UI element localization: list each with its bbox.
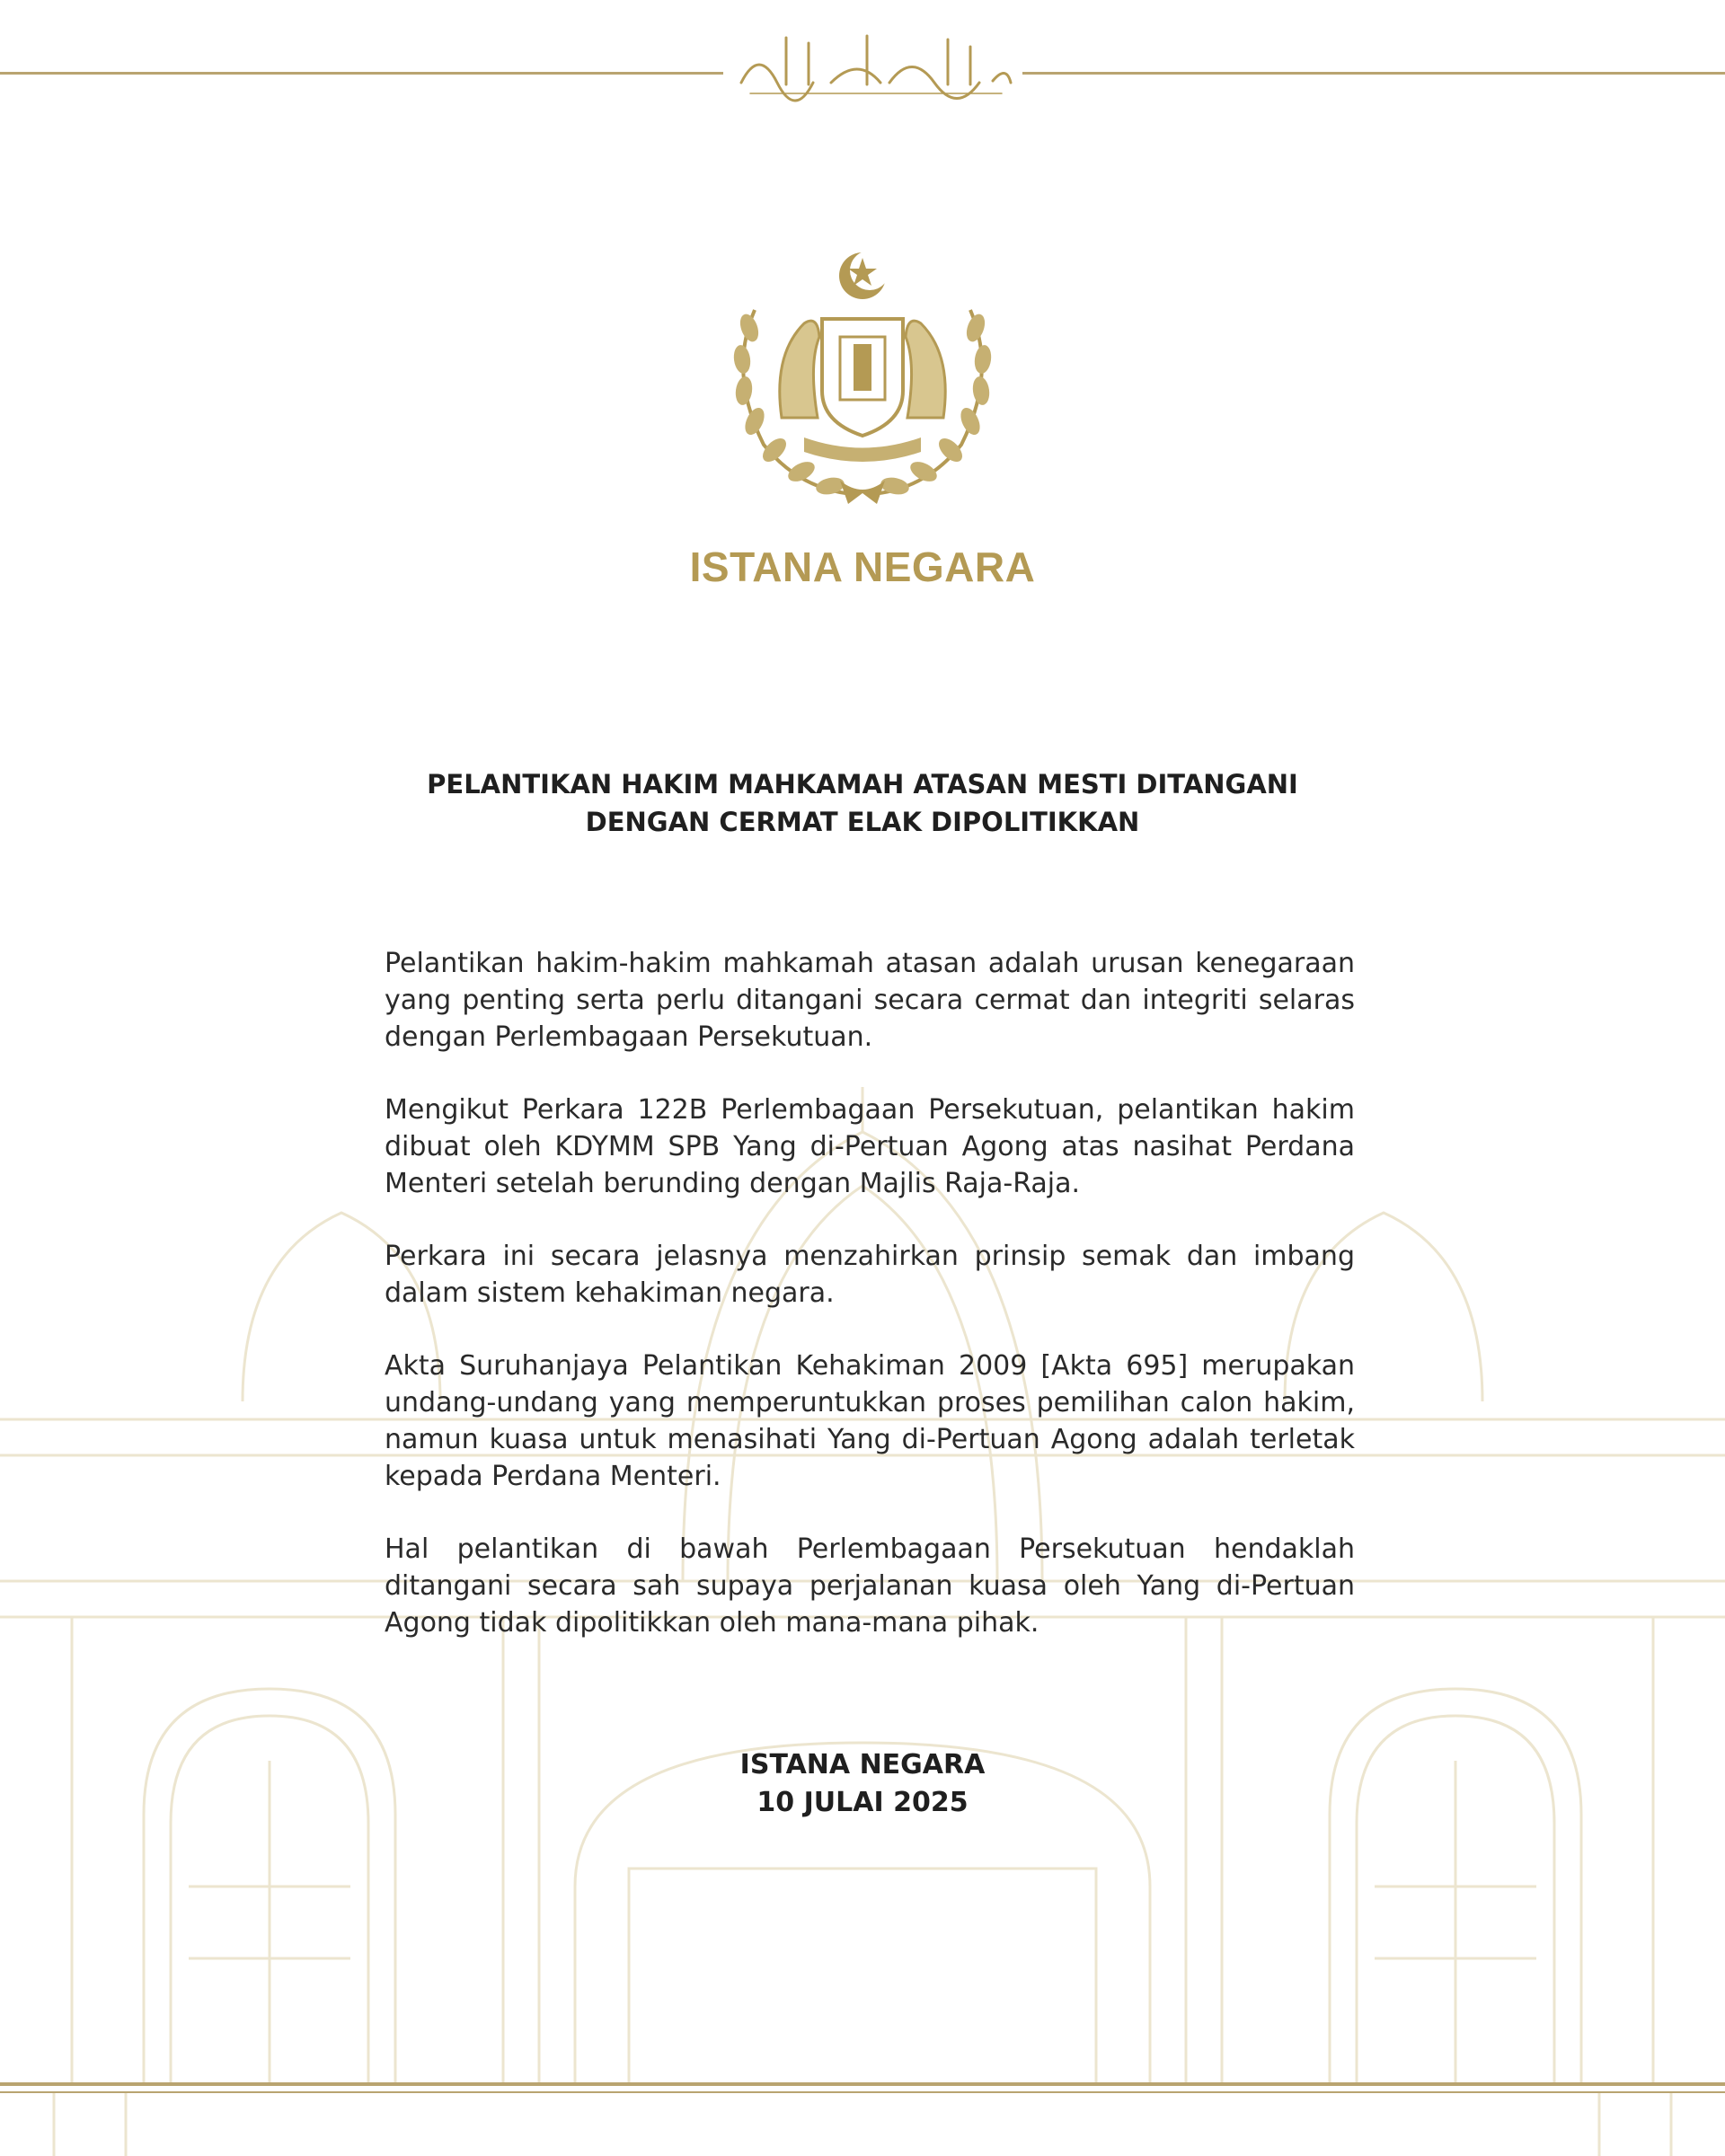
paragraph-2: Mengikut Perkara 122B Perlembagaan Persekutuan, pelantikan hakim dibuat oleh KDYMM SPB Yang di-Pertuan Agong atas nasihat Perdana Menteri setelah berunding dengan Majlis Raja-Raja. — [385, 1094, 1355, 1199]
royal-crest-icon — [719, 238, 1006, 508]
paragraph-4: Akta Suruhanjaya Pelantikan Kehakiman 2009 [Akta 695] merupakan undang-undang yang memperuntukkan proses pemilihan calon hakim, namun kuasa untuk menasihati Yang di-Pertuan Agong adalah terletak kepada Perdana Menteri. — [385, 1350, 1355, 1492]
signoff-issuer: ISTANA NEGARA — [739, 1749, 986, 1780]
statement-body — [385, 945, 1355, 1677]
top-rule-right — [1022, 72, 1725, 75]
calligraphy-logo — [723, 20, 1022, 106]
headline-line-2: DENGAN CERMAT ELAK DIPOLITIKKAN — [585, 807, 1140, 837]
bottom-rule — [0, 2082, 1725, 2086]
headline-line-1: PELANTIKAN HAKIM MAHKAMAH ATASAN MESTI DITANGANI — [427, 769, 1298, 800]
bottom-ornament — [0, 2093, 1725, 2156]
top-rule-left — [0, 72, 723, 75]
paragraph-5: Hal pelantikan di bawah Perlembagaan Persekutuan hendaklah ditangani secara sah supaya perjalanan kuasa oleh Yang di-Pertuan Agong tidak dipolitikkan oleh mana-mana pihak. — [385, 1533, 1355, 1639]
headline — [323, 765, 1402, 841]
signoff — [0, 1746, 1725, 1822]
paragraph-3: Perkara ini secara jelasnya menzahirkan prinsip semak dan imbang dalam sistem kehakiman negara. — [385, 1241, 1355, 1309]
brand-title: ISTANA NEGARA — [689, 543, 1036, 590]
signoff-date: 10 JULAI 2025 — [756, 1787, 969, 1818]
paragraph-1: Pelantikan hakim-hakim mahkamah atasan adalah urusan kenegaraan yang penting serta perlu ditangani secara cermat dan integriti selaras dengan Perlembagaan Persekutuan. — [385, 948, 1355, 1053]
